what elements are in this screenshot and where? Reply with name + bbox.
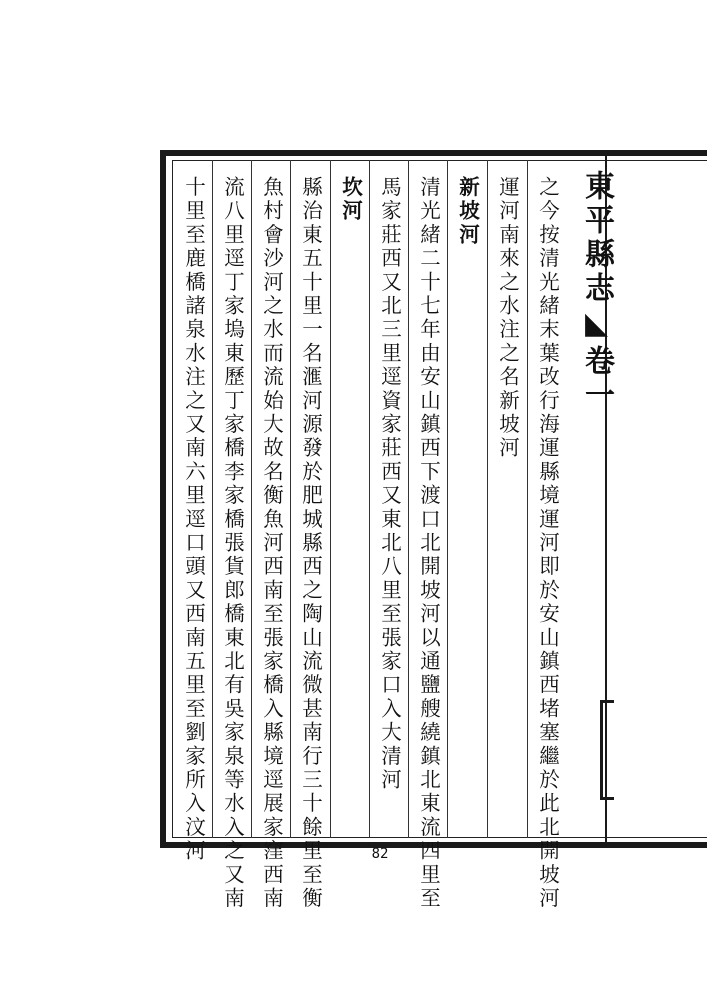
page-number: 82 — [371, 846, 389, 862]
text-column: 流八里逕丁家塢東歷丁家橋李家橋張貨郎橋東北有吳家泉等水入之又南 — [220, 176, 245, 911]
text-column: 魚村會沙河之水而流始大故名衡魚河西南至張家橋入縣境逕展家窪西南 — [259, 176, 284, 911]
column-rule — [251, 160, 252, 838]
book-title: 東平縣志◣卷一 — [579, 170, 614, 413]
section-heading: 坎河 — [338, 176, 363, 224]
column-rule — [369, 160, 370, 838]
column-rule — [447, 160, 448, 838]
text-column: 清光緒二十七年由安山鎮西下渡口北開坡河以通鹽艘繞鎮北東流四里至 — [416, 176, 441, 911]
title-ornament: ◣ — [579, 306, 614, 345]
text-column: 馬家莊西又北三里逕資家莊西又東北八里至張家口入大清河 — [377, 176, 402, 793]
text-column: 縣治東五十里一名滙河源發於肥城縣西之陶山流微甚南行三十餘里至衡 — [298, 176, 323, 911]
column-rule — [212, 160, 213, 838]
column-rule — [408, 160, 409, 838]
column-rule — [330, 160, 331, 838]
text-column: 運河南來之水注之名新坡河 — [495, 176, 520, 461]
column-rule — [527, 160, 528, 838]
text-column: 之今按清光緒末葉改行海運縣境運河即於安山鎮西堵塞繼於此北開坡河 — [535, 176, 560, 911]
text-column: 十里至鹿橋諸泉水注之又南六里逕口頭又西南五里至劉家所入汶河 — [181, 176, 206, 864]
fold-bracket — [600, 700, 614, 800]
column-rule — [487, 160, 488, 838]
column-rule — [290, 160, 291, 838]
section-heading: 新坡河 — [455, 176, 480, 248]
